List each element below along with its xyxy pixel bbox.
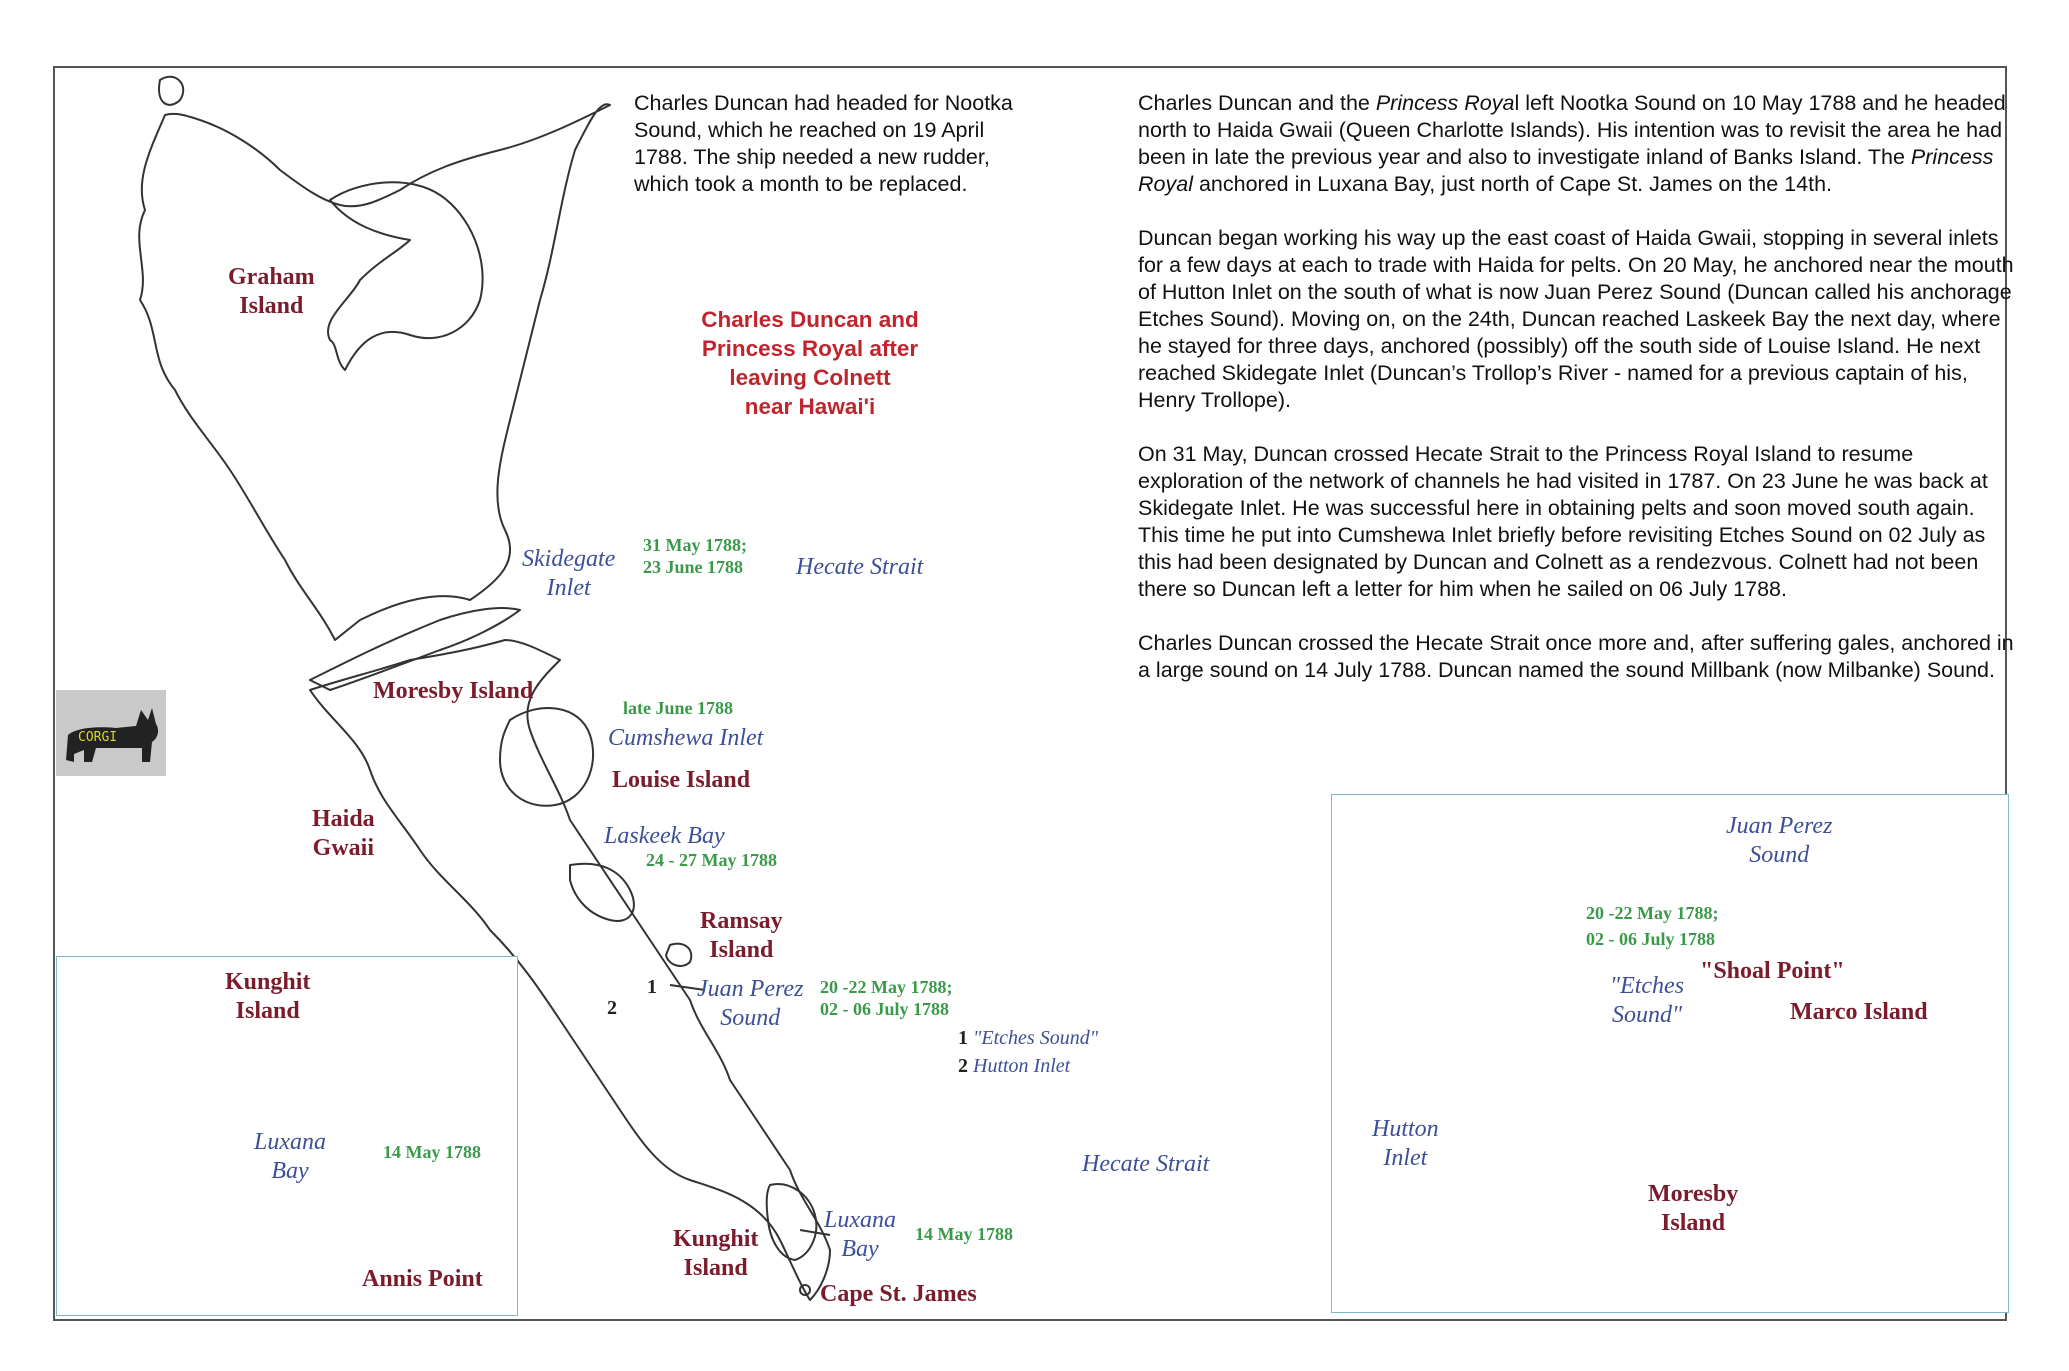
narrative-p1: Charles Duncan and the Princess Royal left Nootka Sound on 10 May 1788 and he headed north to Haida Gwaii (Queen Charlotte Islands). His intention was to revisit the area he had been in late the previous year and also to investigate inland of Banks Island. The Princess Royal anchored in Luxana Bay, just north of Cape St. James on the 14th. <box>1138 91 2006 196</box>
map-key <box>958 1024 1098 1080</box>
marker-1: 1 <box>647 976 657 998</box>
inset-right-etches: "Etches Sound" <box>1610 973 1685 1028</box>
label-louise-island: Louise Island <box>612 767 751 793</box>
label-hecate-strait-south: Hecate Strait <box>1082 1151 1210 1177</box>
intro-text: Charles Duncan had headed for Nootka Sound, which he reached on 19 April 1788. The ship needed a new rudder, which took a month to be replaced. <box>634 91 1013 196</box>
marker-2: 2 <box>607 997 617 1019</box>
inset-right-juan-perez: Juan Perez Sound <box>1726 813 1833 868</box>
label-graham-island: Graham Island <box>228 264 315 319</box>
kunghit-island <box>767 1184 817 1260</box>
date-juan-perez: 20 -22 May 1788; 02 - 06 July 1788 <box>820 977 953 1019</box>
inset-left-date: 14 May 1788 <box>383 1142 481 1162</box>
label-moresby-island: Moresby Island <box>373 678 534 704</box>
inset-right-hutton: Hutton Inlet <box>1372 1116 1439 1171</box>
masset-inlet <box>328 182 483 370</box>
ramsay-island <box>666 944 691 966</box>
inset-right-moresby: Moresby Island <box>1648 1181 1739 1236</box>
narrative-p4: Charles Duncan crossed the Hecate Strait once more and, after suffering gales, anchored in a large sound on 14 July 1788. Duncan named the sound Millbank (now Milbanke) Sound. <box>1138 631 2014 682</box>
graham-island-outline <box>159 77 183 105</box>
date-luxana: 14 May 1788 <box>915 1224 1013 1244</box>
label-cape-st-james: Cape St. James <box>820 1281 977 1307</box>
narrative-p3: On 31 May, Duncan crossed Hecate Strait to the Princess Royal Island to resume exploration of the network of channels he had visited in 1787. On 23 June he was back at Skidegate Inlet. He was successful here in obtaining pelts and soon moved south again. This time he put into Cumshewa Inlet briefly before revisiting Etches Sound on 02 July as this had been designated by Duncan and Colnett as a rendezvous. Colnett had not been there so Duncan left a letter for him when he sailed on 06 July 1788. <box>1138 442 1988 601</box>
key-row-2: 2 Hutton Inlet <box>958 1055 1071 1077</box>
corgi-logo <box>56 690 166 776</box>
label-haida-gwaii: Haida Gwaii <box>312 806 375 861</box>
label-skidegate-inlet: Skidegate Inlet <box>522 546 616 601</box>
corgi-logo-text: CORGI <box>78 730 118 745</box>
key-row-1: 1 "Etches Sound" <box>958 1027 1099 1049</box>
narrative-p2: Duncan began working his way up the east coast of Haida Gwaii, stopping in several inlets for a few days at each to trade with Haida for pelts. On 20 May, he anchored near the mouth of Hutton Inlet on the south of what is now Juan Perez Sound (Duncan called his anchorage Etches Sound). Moving on, on the 24th, Duncan reached Laskeek Bay the next day, where he stayed for three days, anchored (possibly) off the south side of Louise Island. He next reached Skidegate Inlet (Duncan’s Trollop’s River - named for a previous captain of his, Henry Trollope). <box>1138 226 2014 412</box>
label-luxana-bay: Luxana Bay <box>824 1207 896 1262</box>
label-hecate-strait-north: Hecate Strait <box>796 554 924 580</box>
label-laskeek-bay: Laskeek Bay <box>604 823 725 849</box>
inset-left-luxana: Luxana Bay <box>254 1129 326 1184</box>
inset-right-shoal-point: "Shoal Point" <box>1700 958 1845 984</box>
inset-left-annis-point: Annis Point <box>362 1266 483 1292</box>
inset-right-marco-island: Marco Island <box>1790 999 1928 1025</box>
narrative <box>1138 90 2018 711</box>
label-ramsay-island: Ramsay Island <box>700 908 783 963</box>
inset-left-kunghit: Kunghit Island <box>225 969 311 1024</box>
date-skidegate: 31 May 1788; 23 June 1788 <box>643 535 747 577</box>
label-kunghit-island: Kunghit Island <box>673 1226 759 1281</box>
inset-right-dates: 20 -22 May 1788; 02 - 06 July 1788 <box>1586 903 1719 949</box>
label-cumshewa-inlet: Cumshewa Inlet <box>608 725 764 751</box>
map-title: Charles Duncan and Princess Royal after leaving Colnett near Hawai'i <box>701 307 919 419</box>
date-cumshewa: late June 1788 <box>623 698 733 718</box>
label-juan-perez-sound: Juan Perez Sound <box>697 976 804 1031</box>
louise-island <box>500 708 593 806</box>
date-laskeek: 24 - 27 May 1788 <box>646 850 777 870</box>
laskeek-islands <box>570 864 634 921</box>
